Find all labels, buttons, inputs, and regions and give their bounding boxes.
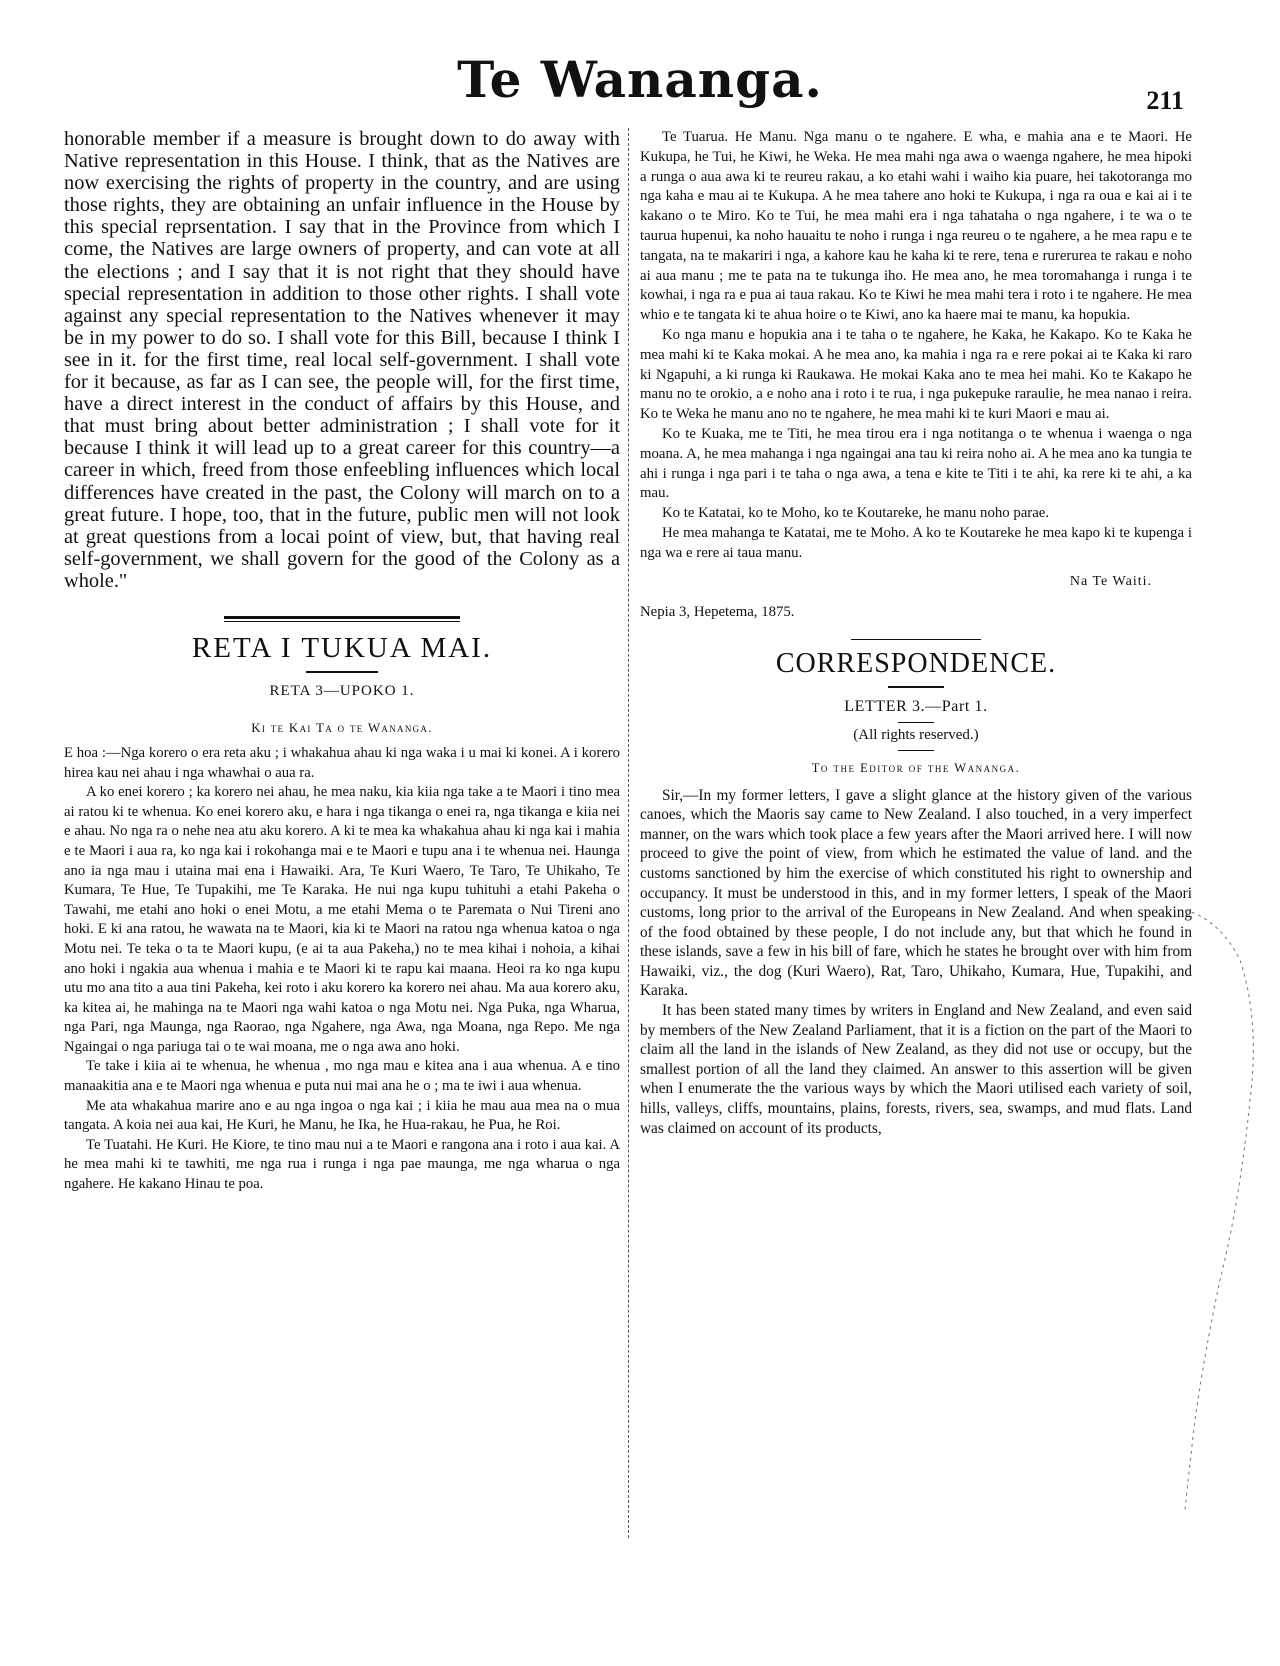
maori-paragraph: He mea mahanga te Katatai, me te Moho. A ko te Koutareke he mea kapo ki te kupenga i nga wa e rere ai taua manu. [640, 524, 1192, 561]
left-column [64, 128, 620, 1195]
correspondence-heading: CORRESPONDENCE. [775, 647, 1057, 679]
salutation-heading: Ki te Kai Ta o te Wananga. [251, 719, 433, 735]
to-editor-heading: To the Editor of the Wananga. [811, 760, 1021, 775]
letter-subheading: RETA 3—UPOKO 1. [269, 682, 415, 699]
right-column [640, 128, 1192, 1138]
letter-part-heading: LETTER 3.—Part 1. [844, 697, 988, 715]
small-divider [898, 722, 934, 723]
maori-paragraph: Ko te Kuaka, me te Titi, he mea tirou era i nga notitanga o te whenua i waenga o nga moana. A, he mea mahanga i nga ngaingai ana tau ki reira noho ai. A he mea ano ka tungia te ahi i runga i nga pari i te taha o nga awa, a tena e kite te Titi i te ahi, ka rere ki te ahi, a ka mau. [640, 425, 1192, 502]
maori-paragraph: Ko nga manu e hopukia ana i te taha o te ngahere, he Kaka, he Kakapo. Ko te Kaka he mea mahi ki te Kaka mokai. A he mea ano, ka mahia i nga ra e rere pokai ai te Kaka ki raro ki Ngapuhi, a ki runga ki Raukawa. He mokai Kaka ano te mea hei mahi. Ko te Kakapo he manu no te orokio, a e noho ana i roto i te rua, i nga pukepuke raraulie, he mea nanao i reira. Ko te Weka he manu ano no te ngahere, he mea mahi ki te kuri Maori e mau ai. [640, 326, 1192, 423]
small-divider [898, 750, 934, 751]
maori-paragraph: Ko te Katatai, ko te Moho, ko te Koutareke, he manu noho parae. [662, 505, 1050, 522]
maori-paragraph: Te Tuarua. He Manu. Nga manu o te ngahere. E wha, e mahia ana e te Maori. He Kukupa, he Tui, he Kiwi, he Weka. He mea mahi nga awa o waenga ngahere, he mea hipoki a runga o aua awa ki te reureu rakau, a ko etahi wahi i waiho kia puare, hei takotoranga mo nga kaha e mau ai te Kukupa. A he mea tahere ano hoki te Kukupa, i nga ra oua e kai ai i te kakano o te Miro. Ko te Tui, he mea mahi era i nga tahataha o nga ngahere, i te wa o te taurua hupenui, ka noho hauaitu te noho i runga i nga reureu o te ngahere, a he mea rapu e te tangata, na te makariri i nga, a kahore kau he kaha ki te rere, tena e rurerurea te rakau e noho ai aua manu ; me te pata na te tukunga iho. He mea ano, he mea toromahanga i runga i te kowhai, i nga ra e pua ai taua rakau. Ko te Kiwi he mea mahi tera i roto i te ngahere. He mea whio e te tangata ki te ahua hoire o te Kiwi, ano ka haere mai te manu, ka hopukia. [640, 129, 1192, 324]
speech-conclusion: honorable member if a measure is brought down to do away with Native representation in this House. I think, that as the Natives are now exercising the rights of property in the country, and are using those rights, they are obtaining an unfair influence in the House by this special reprsentation. I say that in the Province from which I come, the Natives are large owners of property, and can vote at all the elections ; and I say that it is not right that they should have special representation in addition to those other rights. I shall vote against any special representation to the Natives whenever it may be in my power to do so. I shall vote for this Bill, because I think I see in it. for the first time, real local self-government. I shall vote for it because, as far as I can see, the people will, for the first time, have a direct interest in the conduct of affairs by this House, and that must bring about better administration ; I shall vote for it because I think it will lead up to a great career for this country—a career in which, freed from those enfeebling influences which local differences have created in the past, the Colony will march on to a great future. I hope, too, that in the future, public men will not look at great questions from a locai point of view, but, that having real self-government, we shall govern for the good of the Colony as a whole." [64, 128, 620, 592]
maori-paragraph: A ko enei korero ; ka korero nei ahau, he mea naku, kia kiia nga take a te Maori i tino mea ai ratou ki te whenua. Ko enei korero aku, e hara i nga tikanga o enei ra, nga tikanga e kiia nei e ahau. No nga ra o nehe nea atu aku korero. A ki te mea ka whakahua ahau ki nga kai i mahia e te Maori i aua ra, ko nga kai i rokohanga mai e te Maori e tupu ana i te whenua nei. Haunga ano ia nga mau i utaina mai ena i Hawaiki. Ara, Te Kuri Waero, Te Taro, Te Uhikaho, Te Kumara, Te Hue, Te Tupakihi, me Te Karaka. He nui nga kupu tuhituhi a etahi Pakeha o Tawahi, me etahi ano hoki o enei Motu, a me etahi Mema o te Paremata o Nui Tireni ano hoki. E ki ana ratou, he wawata na te Maori, kia ki te Maori na ratou nga whenua katoa o nga Motu nei. Te teka o ta te Maori kupu, (e ai ta aua Pakeha,) no te mea kihai i nohoia, a kihai ano hoki i ngakia aua whenua i mahia e te Maori ki te rapu kai maana. Heoi ra ko nga kupu utu mo ana tito a aua tini Pakeha, kei roto i aku korero ka korero nei ahau. Ma aua korero aku, ka kitea ai, he mahinga na te Maori nga wahi katoa o nga Motu nei. Nga Puka, nga Wharua, nga Pari, nga Maunga, nga Raorao, nga Ngahere, nga Awa, nga Moana, nga Repo. Me nga Ngaingai o nga pariuga tai o te wai moana, me o nga awa ano hoki. [64, 784, 620, 1055]
section-heading: RETA I TUKUA MAI. [191, 631, 493, 664]
maori-paragraph: Te Tuatahi. He Kuri. He Kiore, te tino mau nui a te Maori e rangona ana i roto i aua kai. A he mea mahi ki te tawhiti, me nga rua i runga i nga pae maunga, me nga wharua o nga ngahere. He kakano Hinau te poa. [64, 1136, 620, 1193]
section-divider [224, 616, 460, 622]
dateline: Nepia 3, Hepetema, 1875. [640, 603, 795, 620]
english-paragraph: It has been stated many times by writers in England and New Zealand, and even said by members of the New Zealand Parliament, that it is a fiction on the part of the Maori to claim all the land in the islands of New Zealand, as they did not use or occupy, but the smallest portion of all the land they claimed. An answer to this assertion will be given when I enumerate the the various ways by which the Maori utilised each variety of soil, hills, valleys, cliffs, mountains, plains, forests, rivers, sea, swamps, and mud flats. Land was claimed on account of its products, [640, 1002, 1192, 1137]
heading-underline [306, 671, 378, 673]
english-paragraph: Sir,—In my former letters, I gave a slight glance at the history given of the various canoes, which the Maoris say came to New Zealand. I also touched, in a very imperfect manner, on the wars which took place a few years after the Maori arrived here. I will now proceed to give the point of view, from which he estimated the value of land. and the customs sanctioned by him the exercise of which constituted his right to ownership and occupancy. It must be understood in this, and in my former letters, I speak of the Maori customs, long prior to the arrival of the Europeans in New Zealand. And when speaking of the food obtained by these people, I do not include any, but that which he found in these islands, save a few in his bill of fare, which he states he brought over with him from Hawaiki, viz., the dog (Kuri Waero), Rat, Taro, Uhikaho, Kumara, Hue, Tupakihi, and Karaka. [640, 786, 1192, 1000]
signature: Na Te Waiti. [1069, 573, 1152, 589]
heading-underline [888, 686, 944, 688]
masthead-title: Te Wananga. [457, 50, 823, 109]
scan-edge-line [1185, 910, 1253, 1510]
section-divider [851, 639, 981, 640]
rights-notice: (All rights reserved.) [853, 726, 979, 743]
column-divider [628, 128, 629, 1538]
page-edge-scan-artifact [1180, 900, 1270, 1520]
page-number: 211 [1146, 86, 1184, 115]
maori-paragraph: E hoa :—Nga korero o era reta aku ; i whakahua ahau ki nga waka i u mai ki konei. A i korero hirea kau nei ahau i nga whawhai o aua ra. [64, 744, 620, 781]
maori-paragraph: Te take i kiia ai te whenua, he whenua , mo nga mau e kitea ana i aua whenua. A e tino manaakitia ana e te Maori nga whenua e puta nui mai ana he o ; ma te iwi i aua whenua. [64, 1058, 620, 1095]
maori-paragraph: Me ata whakahua marire ano e au nga ingoa o nga kai ; i kiia he mau aua mea na o mua tangata. A koia nei aua kai, He Kuri, he Manu, he Ika, he Hua-rakau, he Pua, he Roi. [64, 1097, 620, 1134]
